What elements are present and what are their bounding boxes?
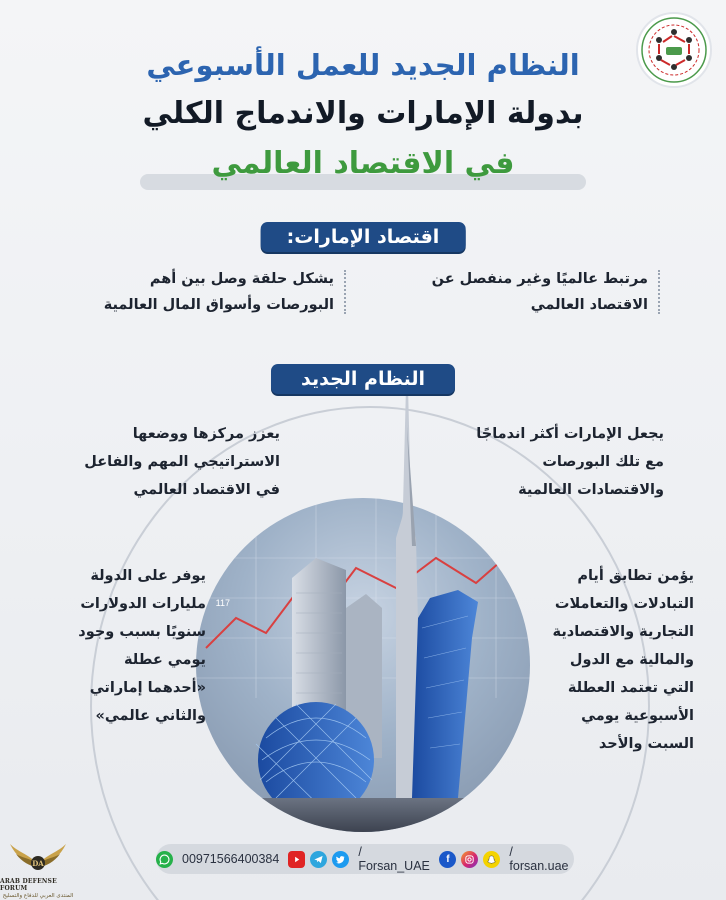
system-point-4-line-6: والثاني عالمي» (95, 708, 206, 724)
title-line-3-wrap (140, 146, 586, 192)
instagram-icon[interactable] (461, 851, 478, 868)
system-point-integration (454, 420, 664, 504)
forum-subtitle: المنتدى العربي للدفاع والتسليح (2, 893, 74, 899)
phone-number[interactable]: 00971566400384 (182, 852, 280, 866)
economy-point-2-line-1: يشكل حلقة وصل بين أهم (149, 271, 334, 287)
system-point-1-line-3: والاقتصادات العالمية (518, 482, 664, 498)
system-point-savings (20, 562, 206, 730)
system-point-2-line-2: الاستراتيجي المهم والفاعل (84, 454, 280, 470)
system-point-4-line-1: يوفر على الدولة (90, 568, 206, 584)
telegram-icon[interactable] (310, 851, 327, 868)
title-line-2: بدولة الإمارات والاندماج الكلي (142, 96, 584, 131)
system-point-1-line-2: مع تلك البورصات (542, 454, 664, 470)
system-point-3-line-2: التبادلات والتعاملات (554, 596, 694, 612)
system-point-2-line-1: يعزز مركزها ووضعها (132, 426, 280, 442)
system-point-2-line-3: في الاقتصاد العالمي (133, 482, 280, 498)
youtube-icon[interactable] (288, 851, 305, 868)
facebook-icon[interactable]: f (439, 851, 456, 868)
system-point-4-line-2: مليارات الدولارات (80, 596, 206, 612)
system-point-3-line-6: الأسبوعية يومي (581, 708, 694, 724)
system-point-4-line-3: سنويًا بسبب وجود (78, 624, 206, 640)
economy-point-2-line-2: البورصات وأسواق المال العالمية (103, 297, 334, 313)
forum-name: ARAB DEFENSE FORUM (0, 878, 57, 892)
title-line-1: النظام الجديد للعمل الأسبوعي (146, 48, 580, 82)
twitter-icon[interactable] (332, 851, 349, 868)
system-point-position (56, 420, 280, 504)
forsan-uae-handle[interactable]: / Forsan_UAE (358, 845, 430, 873)
system-point-3-line-1: يؤمن تطابق أيام (577, 568, 694, 584)
forsan-site-handle[interactable]: / forsan.uae (509, 845, 569, 873)
ticker-left: 117 (215, 598, 230, 608)
system-point-alignment (518, 562, 694, 758)
economy-heading: اقتصاد الإمارات: (261, 222, 466, 252)
system-point-3-line-3: التجارية والاقتصادية (552, 624, 694, 640)
whatsapp-icon[interactable] (156, 851, 173, 868)
forum-mark: DA (32, 859, 44, 868)
system-point-3-line-7: السبت والأحد (598, 736, 694, 752)
economy-point-1 (430, 266, 660, 318)
system-point-1-line-1: يجعل الإمارات أكثر اندماجًا (476, 426, 664, 442)
economy-point-1-line-2: الاقتصاد العالمي (530, 297, 648, 313)
burj-tower-spire (392, 386, 422, 546)
economy-point-2 (76, 266, 346, 318)
title-line-3: في الاقتصاد العالمي (211, 146, 515, 181)
social-footer (156, 844, 574, 874)
arab-defense-forum-logo (0, 836, 76, 900)
system-point-3-line-4: والمالية مع الدول (569, 652, 694, 668)
system-point-4-line-5: «أحدهما إماراتي (89, 680, 206, 696)
system-point-4-line-4: يومي عطلة (124, 652, 206, 668)
system-point-3-line-5: التي تعتمد العطلة (567, 680, 694, 696)
new-system-heading: النظام الجديد (271, 364, 455, 394)
snapchat-icon[interactable] (483, 851, 500, 868)
economy-point-1-line-1: مرتبط عالميًا وغير منفصل عن (431, 271, 648, 287)
dubai-skyline-image (196, 498, 530, 832)
winged-emblem-icon (8, 836, 68, 876)
